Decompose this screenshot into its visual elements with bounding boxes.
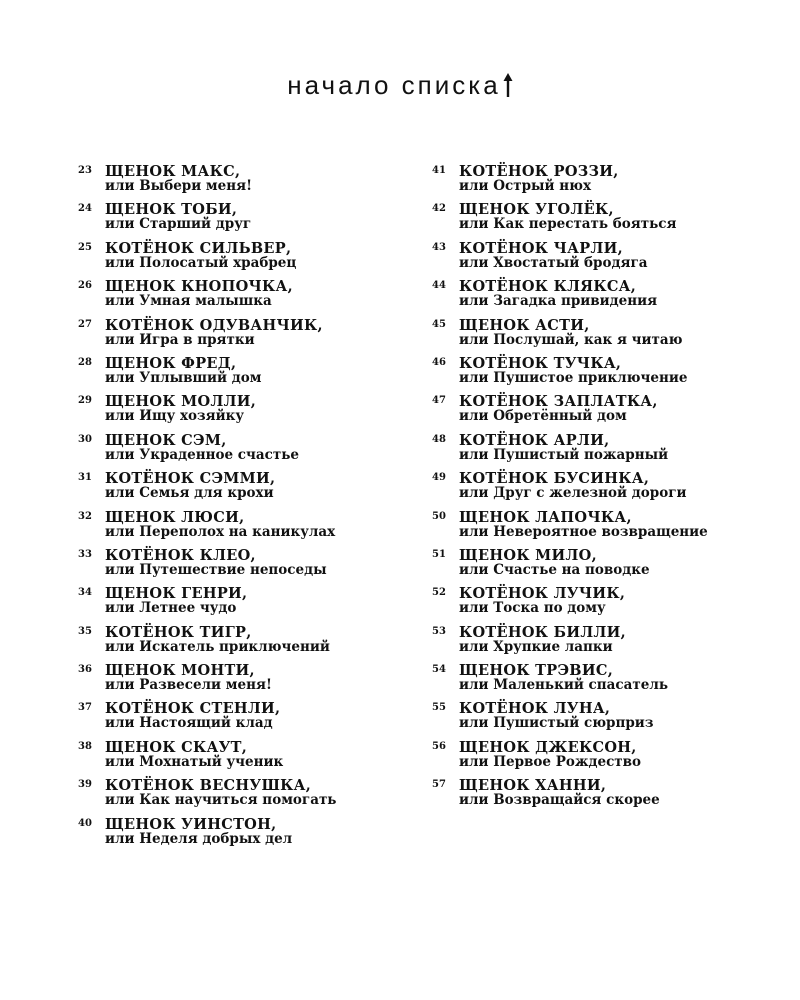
- list-item: [78, 700, 438, 738]
- book-subtitle: или Пушистое приключение: [459, 369, 688, 386]
- list-item: [432, 240, 792, 278]
- list-item: [78, 163, 438, 201]
- book-subtitle: или Путешествие непоседы: [105, 561, 327, 578]
- list-item: [432, 393, 792, 431]
- list-item: [78, 393, 438, 431]
- book-title: ЩЕНОК УГОЛЁК,: [459, 201, 614, 219]
- book-number: 27: [78, 318, 92, 330]
- book-title: КОТЁНОК ТУЧКА,: [459, 354, 622, 372]
- book-subtitle: или Хрупкие лапки: [459, 638, 613, 655]
- book-title: ЩЕНОК ТРЭВИС,: [459, 662, 614, 680]
- list-item: [432, 432, 792, 470]
- book-number: 56: [432, 740, 446, 752]
- book-number: 36: [78, 664, 92, 676]
- book-number: 32: [78, 510, 92, 522]
- book-number: 35: [78, 625, 92, 637]
- book-subtitle: или Украденное счастье: [105, 446, 299, 463]
- book-title: КОТЁНОК СИЛЬВЕР,: [105, 239, 292, 257]
- book-number: 57: [432, 779, 446, 791]
- book-subtitle: или Загадка привидения: [459, 293, 658, 310]
- book-subtitle: или Переполох на каникулах: [105, 523, 336, 540]
- list-item: [432, 317, 792, 355]
- book-title: ЩЕНОК СКАУТ,: [105, 738, 248, 756]
- book-number: 49: [432, 472, 446, 484]
- book-title: ЩЕНОК ГЕНРИ,: [105, 585, 248, 603]
- book-number: 50: [432, 510, 446, 522]
- list-item: [432, 700, 792, 738]
- book-subtitle: или Выбери меня!: [105, 178, 253, 194]
- book-subtitle: или Развесели меня!: [105, 677, 272, 694]
- book-title: КОТЁНОК ЛУНА,: [459, 700, 611, 718]
- book-number: 45: [432, 318, 446, 330]
- book-subtitle: или Мохнатый ученик: [105, 753, 284, 770]
- book-title: КОТЁНОК БИЛЛИ,: [459, 623, 626, 641]
- book-subtitle: или Искатель приключений: [105, 638, 330, 655]
- book-list-left: [78, 163, 438, 854]
- book-subtitle: или Возвращайся скорее: [459, 792, 660, 809]
- book-subtitle: или Послушай, как я читаю: [459, 331, 683, 348]
- book-title: ЩЕНОК ХАННИ,: [459, 777, 607, 795]
- book-subtitle: или Семья для крохи: [105, 485, 274, 502]
- list-item: [432, 777, 792, 815]
- list-item: [432, 163, 792, 201]
- list-item: [432, 355, 792, 393]
- book-number: 46: [432, 356, 446, 368]
- list-item: [78, 432, 438, 470]
- list-item: [78, 624, 438, 662]
- book-number: 34: [78, 587, 92, 599]
- book-title: КОТЁНОК ЧАРЛИ,: [459, 239, 623, 257]
- book-title: КОТЁНОК БУСИНКА,: [459, 470, 650, 488]
- list-item: [78, 739, 438, 777]
- book-subtitle: или Летнее чудо: [105, 600, 237, 617]
- list-item: [78, 355, 438, 393]
- book-number: 28: [78, 356, 92, 368]
- book-number: 38: [78, 740, 92, 752]
- list-item: [432, 624, 792, 662]
- arrow-up-icon: [503, 72, 513, 98]
- book-list-right: [432, 163, 792, 816]
- list-item: [432, 547, 792, 585]
- book-title: ЩЕНОК МАКС,: [105, 163, 241, 180]
- book-subtitle: или Настоящий клад: [105, 715, 273, 732]
- book-subtitle: или Неделя добрых дел: [105, 830, 293, 847]
- list-item: [432, 470, 792, 508]
- book-number: 48: [432, 433, 446, 445]
- book-title: ЩЕНОК ДЖЕКСОН,: [459, 738, 637, 756]
- book-number: 37: [78, 702, 92, 714]
- book-title: ЩЕНОК СЭМ,: [105, 431, 227, 449]
- list-item: [432, 278, 792, 316]
- book-title: КОТЁНОК СТЕНЛИ,: [105, 700, 281, 718]
- list-item: [432, 739, 792, 777]
- book-number: 24: [78, 203, 92, 215]
- book-subtitle: или Как перестать бояться: [459, 216, 677, 233]
- book-subtitle: или Первое Рождество: [459, 753, 642, 770]
- book-subtitle: или Друг с железной дороги: [459, 485, 687, 502]
- book-number: 39: [78, 779, 92, 791]
- book-title: ЩЕНОК ФРЕД,: [105, 354, 237, 372]
- book-title: ЩЕНОК ТОБИ,: [105, 201, 238, 219]
- book-subtitle: или Острый нюх: [459, 178, 592, 194]
- page-title: начало списка: [287, 70, 501, 100]
- book-subtitle: или Старший друг: [105, 216, 252, 233]
- book-title: ЩЕНОК МОЛЛИ,: [105, 393, 257, 411]
- book-number: 51: [432, 548, 446, 560]
- book-subtitle: или Полосатый храбрец: [105, 254, 297, 271]
- book-subtitle: или Обретённый дом: [459, 408, 627, 425]
- book-title: ЩЕНОК АСТИ,: [459, 316, 590, 334]
- book-number: 41: [432, 165, 446, 176]
- list-item: [432, 585, 792, 623]
- list-item: [78, 816, 438, 854]
- list-item: [78, 278, 438, 316]
- book-number: 33: [78, 548, 92, 560]
- book-subtitle: или Как научиться помогать: [105, 792, 337, 809]
- list-item: [78, 662, 438, 700]
- list-item: [78, 240, 438, 278]
- book-title: КОТЁНОК КЛЕО,: [105, 546, 256, 564]
- book-number: 54: [432, 664, 446, 676]
- book-subtitle: или Невероятное возвращение: [459, 523, 708, 540]
- book-number: 40: [78, 817, 92, 829]
- book-title: КОТЁНОК КЛЯКСА,: [459, 278, 637, 296]
- book-title: КОТЁНОК АРЛИ,: [459, 431, 610, 449]
- list-item: [432, 662, 792, 700]
- book-number: 55: [432, 702, 446, 714]
- page-header: [0, 70, 800, 101]
- book-title: КОТЁНОК ТИГР,: [105, 623, 252, 641]
- book-number: 52: [432, 587, 446, 599]
- book-number: 43: [432, 241, 446, 253]
- list-item: [78, 547, 438, 585]
- book-number: 23: [78, 165, 92, 176]
- book-number: 30: [78, 433, 92, 445]
- book-number: 25: [78, 241, 92, 253]
- book-title: КОТЁНОК ЗАПЛАТКА,: [459, 393, 658, 411]
- book-subtitle: или Игра в прятки: [105, 331, 255, 348]
- list-item: [78, 777, 438, 815]
- book-subtitle: или Маленький спасатель: [459, 677, 669, 694]
- book-number: 47: [432, 395, 446, 407]
- book-number: 53: [432, 625, 446, 637]
- book-subtitle: или Пушистый сюрприз: [459, 715, 654, 732]
- book-number: 31: [78, 472, 92, 484]
- book-title: КОТЁНОК ОДУВАНЧИК,: [105, 316, 323, 334]
- book-title: ЩЕНОК КНОПОЧКА,: [105, 278, 294, 296]
- book-title: ЩЕНОК МОНТИ,: [105, 662, 255, 680]
- book-subtitle: или Умная малышка: [105, 293, 272, 310]
- book-title: КОТЁНОК РОЗЗИ,: [459, 163, 619, 180]
- book-subtitle: или Ищу хозяйку: [105, 408, 244, 425]
- book-title: ЩЕНОК ЛЮСИ,: [105, 508, 245, 526]
- book-subtitle: или Тоска по дому: [459, 600, 606, 617]
- list-item: [78, 509, 438, 547]
- book-number: 44: [432, 280, 446, 292]
- book-title: КОТЁНОК ВЕСНУШКА,: [105, 777, 312, 795]
- book-subtitle: или Уплывший дом: [105, 369, 262, 386]
- list-item: [78, 470, 438, 508]
- book-subtitle: или Хвостатый бродяга: [459, 254, 648, 271]
- book-number: 29: [78, 395, 92, 407]
- book-number: 42: [432, 203, 446, 215]
- book-subtitle: или Пушистый пожарный: [459, 446, 669, 463]
- list-item: [78, 585, 438, 623]
- book-title: ЩЕНОК ЛАПОЧКА,: [459, 508, 632, 526]
- book-subtitle: или Счастье на поводке: [459, 561, 650, 578]
- book-title: ЩЕНОК МИЛО,: [459, 546, 597, 564]
- book-title: КОТЁНОК ЛУЧИК,: [459, 585, 626, 603]
- book-title: КОТЁНОК СЭММИ,: [105, 470, 276, 488]
- book-title: ЩЕНОК УИНСТОН,: [105, 815, 277, 833]
- list-item: [78, 201, 438, 239]
- list-item: [432, 509, 792, 547]
- list-item: [78, 317, 438, 355]
- book-number: 26: [78, 280, 92, 292]
- list-item: [432, 201, 792, 239]
